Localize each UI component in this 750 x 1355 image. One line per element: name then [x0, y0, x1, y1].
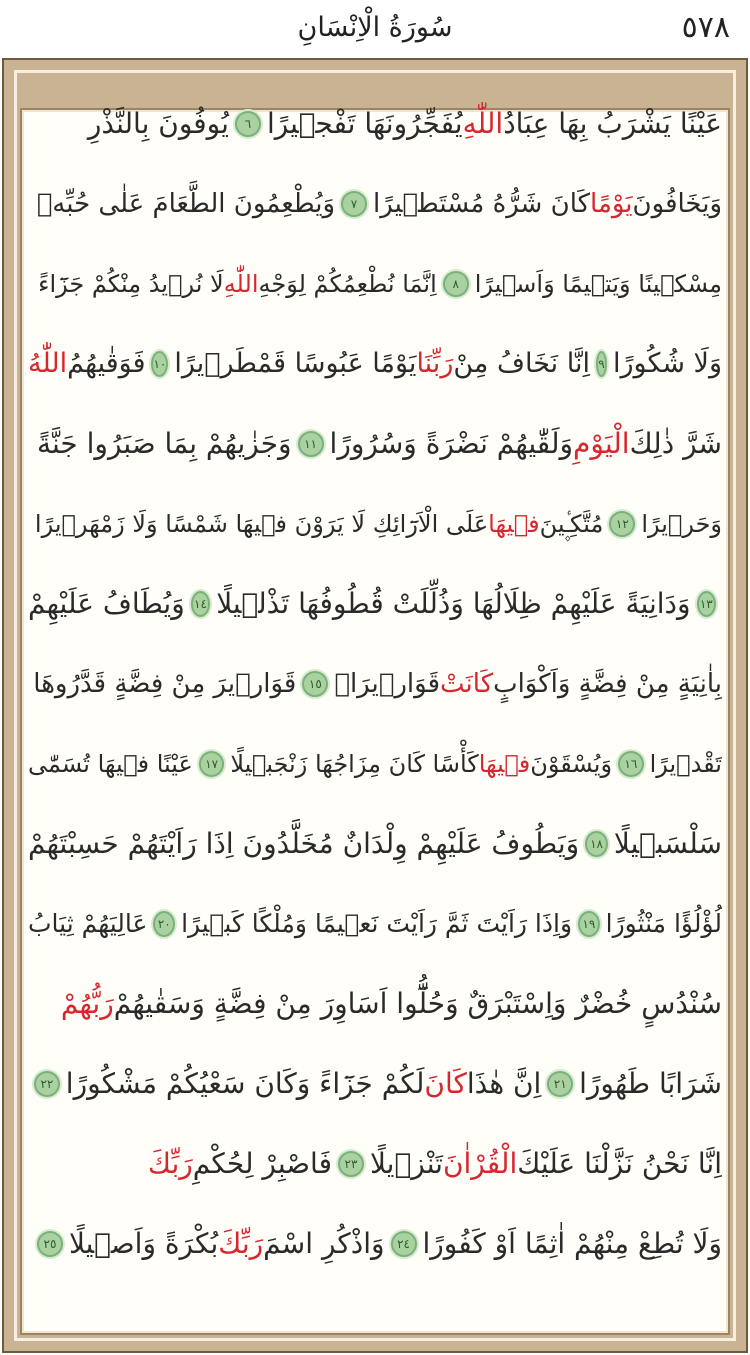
- verse-text: اِنَّ هٰذَا: [466, 1067, 542, 1100]
- ayah-number-marker: ٢٤: [391, 1231, 417, 1257]
- verse-text: وَيَطُوفُ عَلَيْهِمْ وِلْدَانٌ مُخَلَّدُونَ اِذَا رَاَيْتَهُمْ حَسِبْتَهُمْ: [28, 827, 580, 860]
- ayah-number-marker: ١٧: [199, 751, 225, 777]
- ayah-number-marker: ٦: [235, 111, 261, 137]
- verse-text: يَوْمًا عَبُوسًا قَمْطَر۪يرًا: [174, 348, 417, 379]
- verse-line: [28, 564, 722, 644]
- highlighted-word: رَبِّكَ: [218, 1227, 264, 1260]
- verse-text: مِسْك۪ينًا وَيَت۪يمًا وَاَس۪يرًا: [474, 270, 722, 298]
- verse-text: وَيُسْقَوْنَ: [530, 750, 613, 778]
- verse-text: لَكُمْ جَزَٓاءً وَكَانَ سَعْيُكُمْ مَشْكُورًا: [65, 1067, 425, 1100]
- highlighted-word: كَانَ: [424, 1067, 467, 1100]
- verse-text: وَدَانِيَةً عَلَيْهِمْ ظِلَالُهَا وَذُلِّلَتْ قُطُوفُهَا تَذْل۪يلًا: [216, 587, 691, 620]
- highlighted-word: رَبِّنَا: [416, 348, 454, 379]
- verse-text: عَيْنًا يَشْرَبُ بِهَا عِبَادُ: [503, 107, 722, 140]
- ayah-number-marker: ٢٣: [338, 1151, 364, 1177]
- ayah-number-marker: ١٤: [191, 591, 210, 617]
- ayah-number-marker: ١٩: [578, 911, 600, 937]
- verse-text: عَالِيَهُمْ ثِيَابُ: [28, 909, 148, 938]
- verse-text: عَيْنًا ف۪يهَا تُسَمّٰى: [28, 750, 193, 778]
- verse-text: سَلْسَب۪يلًا: [613, 827, 722, 860]
- ayah-number-marker: ١٢: [609, 511, 635, 537]
- verse-text: وَيُطَافُ عَلَيْهِمْ: [28, 587, 185, 620]
- verse-text: اِنَّا نَحْنُ نَزَّلْنَا عَلَيْكَ: [517, 1147, 722, 1180]
- ayah-number-marker: ١٥: [302, 671, 328, 697]
- highlighted-word: اللّٰهِ: [462, 107, 504, 140]
- verse-text: يُوفُونَ بِالنَّذْرِ: [87, 107, 229, 140]
- verse-lines: [28, 84, 722, 1284]
- verse-text: تَنْز۪يلًا: [369, 1147, 443, 1180]
- verse-text: اِنَّا نَخَافُ مِنْ: [453, 348, 590, 379]
- verse-text: سُنْدُسٍ خُضْرٌ وَاِسْتَبْرَقٌ وَحُلُّٓوا اَسَاوِرَ مِنْ فِضَّةٍ وَسَقٰيهُمْ: [113, 987, 722, 1020]
- verse-text: يُفَجِّرُونَهَا تَفْج۪يرًا: [266, 107, 463, 140]
- verse-text: عَلَى الْاَرَٓائِكِ لَا يَرَوْنَ ف۪يهَا شَمْسًا وَلَا زَمْهَر۪يرًا: [34, 510, 489, 538]
- ayah-number-marker: ٢٢: [34, 1071, 60, 1097]
- verse-line: [28, 1204, 722, 1284]
- verse-line: [28, 84, 722, 164]
- verse-text: وَيَخَافُونَ: [632, 189, 722, 219]
- verse-text: كَأْسًا كَانَ مِزَاجُهَا زَنْجَب۪يلًا: [230, 750, 479, 778]
- verse-line: [28, 484, 722, 564]
- ayah-number-marker: ٩: [596, 351, 607, 377]
- ayah-number-marker: ٨: [443, 271, 469, 297]
- verse-text: قَوَار۪يرَ مِنْ فِضَّةٍ قَدَّرُوهَا: [33, 669, 297, 699]
- verse-text: قَوَار۪يرَا۬: [334, 669, 441, 699]
- verse-line: [28, 964, 722, 1044]
- highlighted-word: رَبِّكَ: [147, 1147, 193, 1180]
- surah-title: سُورَةُ الْاِنْسَانِ: [297, 12, 453, 43]
- verse-text: وَاِذَا رَاَيْتَ ثَمَّ رَاَيْتَ نَع۪يمًا وَمُلْكًا كَب۪يرًا: [181, 909, 573, 938]
- verse-text: شَرَابًا طَهُورًا: [579, 1067, 722, 1100]
- verse-text: تَقْد۪يرًا: [649, 750, 722, 778]
- ayah-number-marker: ١١: [298, 431, 324, 457]
- verse-line: [28, 1124, 722, 1204]
- verse-line: [28, 724, 722, 804]
- verse-text: فَوَقٰيهُمُ: [67, 348, 146, 379]
- ayah-number-marker: ١٣: [697, 591, 716, 617]
- highlighted-word: رَبُّهُمْ: [60, 987, 114, 1020]
- highlighted-word: الْيَوْمِ: [573, 427, 630, 460]
- highlighted-word: ف۪يهَا: [478, 750, 531, 778]
- verse-text: فَاصْبِرْ لِحُكْمِ: [192, 1147, 332, 1180]
- verse-text: وَلَا تُطِعْ مِنْهُمْ اٰثِمًا اَوْ كَفُورًا: [422, 1227, 722, 1260]
- ayah-number-marker: ٧: [341, 191, 367, 217]
- ayah-number-marker: ٢٠: [153, 911, 175, 937]
- ayah-number-marker: ٢٥: [37, 1231, 63, 1257]
- verse-text: مُتَّكِـ۪ٔينَ: [539, 510, 604, 538]
- verse-line: [28, 804, 722, 884]
- page-header: [0, 0, 750, 58]
- verse-text: لَا نُر۪يدُ مِنْكُمْ جَزَٓاءً: [38, 270, 224, 298]
- verse-text: لُؤْلُؤًا مَنْثُورًا: [605, 909, 722, 938]
- highlighted-word: اللّٰهُ: [28, 348, 68, 379]
- verse-text: وَلَا شُكُورًا: [612, 348, 722, 379]
- verse-text: وَاذْكُرِ اسْمَ: [263, 1227, 385, 1260]
- verse-text: اِنَّمَا نُطْعِمُكُمْ لِوَجْهِ: [258, 270, 437, 298]
- highlighted-word: اللّٰهِ: [223, 270, 259, 298]
- verse-line: [28, 1044, 722, 1124]
- page-number: ٥٧٨: [681, 10, 730, 45]
- verse-text: وَجَزٰيهُمْ بِمَا صَبَرُوا جَنَّةً: [36, 427, 292, 460]
- highlighted-word: كَانَتْ: [440, 669, 494, 699]
- highlighted-word: يَوْمًا: [590, 189, 633, 219]
- verse-text: وَلَقّٰيهُمْ نَضْرَةً وَسُرُورًا: [329, 427, 574, 460]
- verse-text: شَرَّ ذٰلِكَ: [629, 427, 722, 460]
- verse-text: كَانَ شَرُّهُ مُسْتَط۪يرًا: [373, 189, 591, 219]
- verse-text: وَيُطْعِمُونَ الطَّعَامَ عَلٰى حُبِّه۪: [36, 189, 336, 219]
- verse-text: بِاٰنِيَةٍ مِنْ فِضَّةٍ وَاَكْوَابٍ: [493, 669, 722, 699]
- verse-line: [28, 244, 722, 324]
- verse-text: بُكْرَةً وَاَص۪يلًا: [68, 1227, 219, 1260]
- highlighted-word: الْقُرْاٰنَ: [442, 1147, 518, 1180]
- ayah-number-marker: ١٦: [618, 751, 644, 777]
- verse-line: [28, 404, 722, 484]
- ayah-number-marker: ١٨: [585, 831, 608, 857]
- highlighted-word: ف۪يهَا: [488, 510, 540, 538]
- verse-text: وَحَر۪يرًا: [641, 510, 722, 538]
- ayah-number-marker: ٢١: [547, 1071, 573, 1097]
- verse-line: [28, 644, 722, 724]
- verse-line: [28, 164, 722, 244]
- ayah-number-marker: ١٠: [151, 351, 168, 377]
- verse-line: [28, 884, 722, 964]
- verse-line: [28, 324, 722, 404]
